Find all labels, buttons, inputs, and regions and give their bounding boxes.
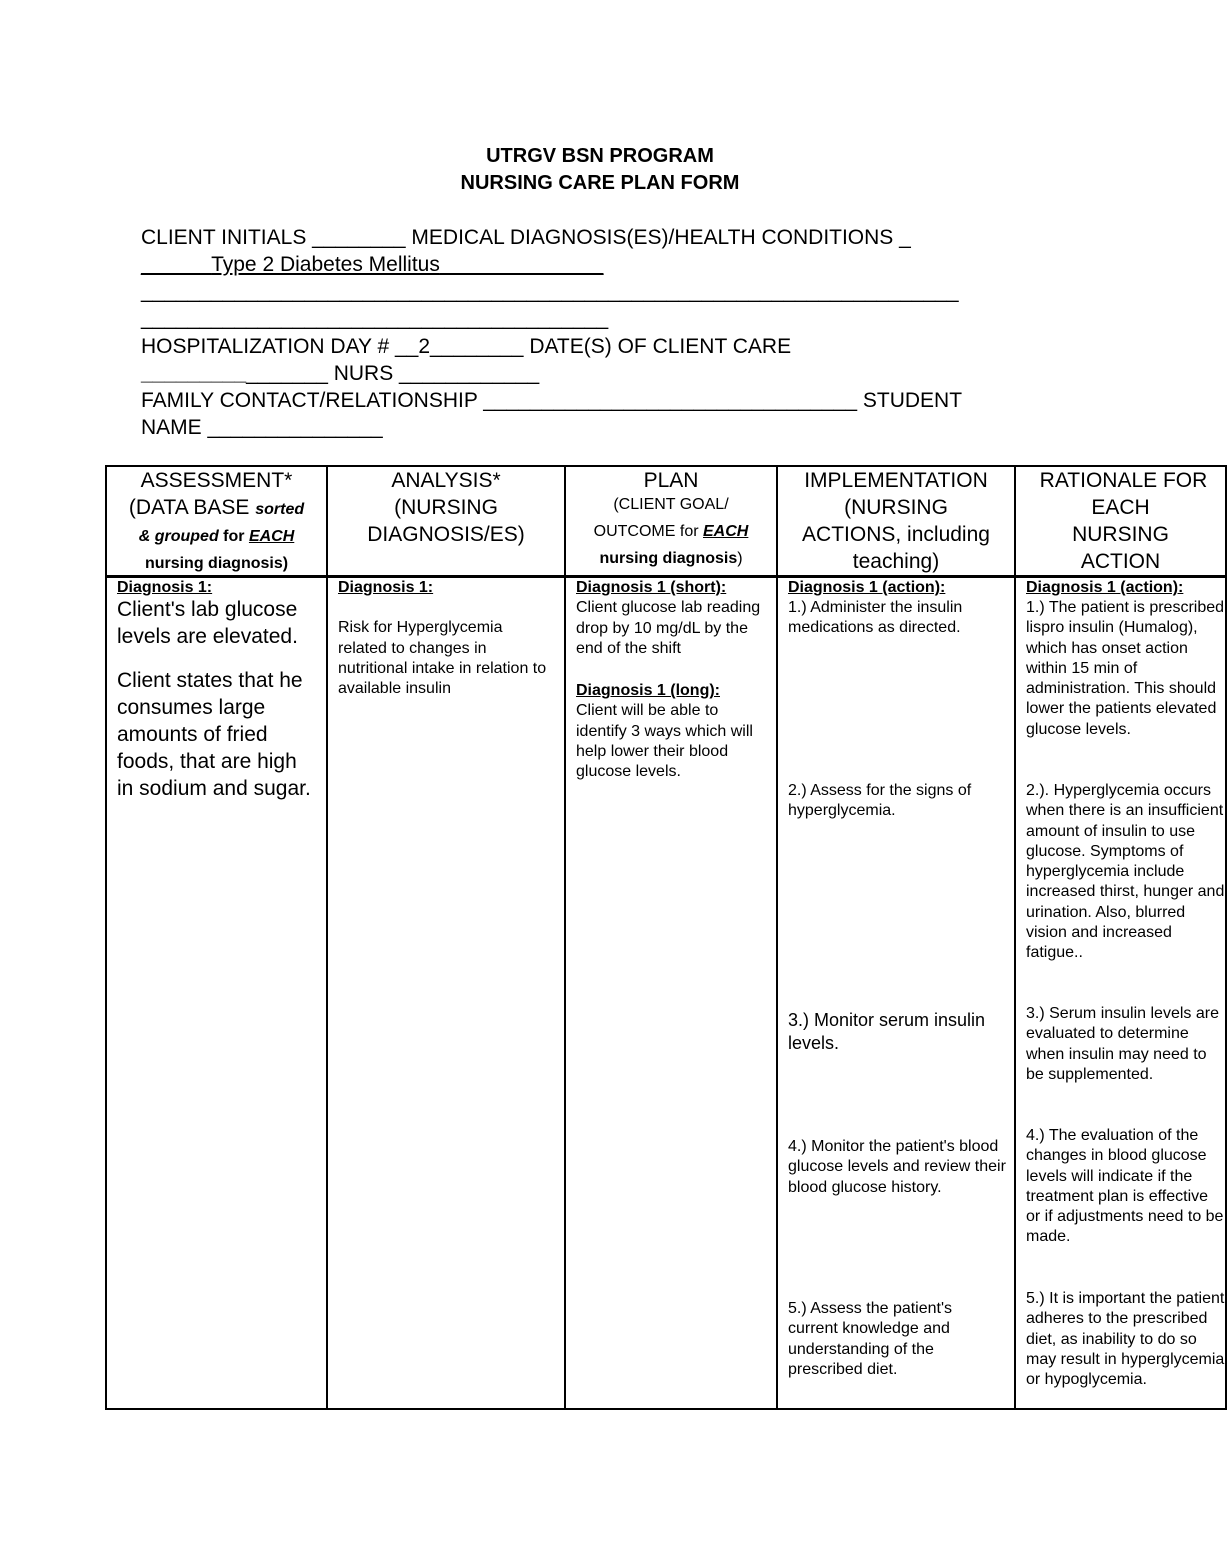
diagnosis-blank-pre: ______ bbox=[141, 253, 212, 276]
assessment-header-for: for bbox=[218, 528, 249, 545]
assessment-header-sorted: sorted bbox=[255, 501, 305, 518]
implementation-action-1: 1.) Administer the insulin medications as directed. bbox=[788, 599, 963, 637]
assessment-header-sub bbox=[129, 496, 304, 519]
analysis-dx-label: Diagnosis 1: bbox=[338, 579, 434, 596]
plan-header-outcome: OUTCOME for bbox=[593, 523, 703, 540]
plan-header-paren: ) bbox=[737, 550, 743, 567]
implementation-action-2: 2.) Assess for the signs of hyperglycemia. bbox=[788, 782, 972, 820]
rationale-header-sub3: ACTION bbox=[1080, 550, 1161, 573]
implementation-header-title: IMPLEMENTATION bbox=[804, 469, 988, 492]
analysis-header-sub1: (NURSING bbox=[394, 496, 498, 519]
blank-line-1: ______________________________________________________________________ bbox=[141, 280, 959, 303]
rationale-header bbox=[1015, 466, 1226, 577]
analysis-header-sub2: DIAGNOSIS/ES) bbox=[367, 523, 525, 546]
plan-short-label: Diagnosis 1 (short): bbox=[576, 579, 727, 596]
medical-diagnosis-value: Type 2 Diabetes Mellitus bbox=[211, 253, 440, 276]
implementation-header bbox=[777, 466, 1015, 577]
plan-cell bbox=[565, 577, 777, 1410]
diagnosis-blank-post: ______________ bbox=[439, 253, 604, 276]
hospitalization-day-line bbox=[141, 333, 791, 360]
rationale-header-sub2: NURSING bbox=[1072, 523, 1169, 546]
assessment-header-each: EACH bbox=[248, 528, 295, 545]
student-name-line: NAME _______________ bbox=[141, 416, 383, 439]
rationale-dx-label: Diagnosis 1 (action): bbox=[1026, 579, 1184, 596]
rationale-2: 2.). Hyperglycemia occurs when there is an insufficient amount of insulin to use glucose. Symptoms of hyperglycemia include increased thirst, hunger and urination. Also, blurred vision and increased fatigue.. bbox=[1026, 782, 1225, 962]
assessment-cell bbox=[106, 577, 327, 1410]
assessment-header-sub2 bbox=[139, 528, 295, 545]
form-title: UTRGV BSN PROGRAM bbox=[486, 145, 714, 167]
rationale-header-sub1: EACH bbox=[1091, 496, 1150, 519]
implementation-action-4: 4.) Monitor the patient's blood glucose levels and review their blood glucose history. bbox=[788, 1138, 1006, 1196]
plan-header bbox=[565, 466, 777, 577]
implementation-header-sub2: ACTIONS, including bbox=[802, 523, 990, 546]
table-header-row bbox=[106, 466, 1226, 577]
plan-long-text: Client will be able to identify 3 ways which will help lower their blood glucose levels. bbox=[576, 702, 753, 781]
hospitalization-day-label: HOSPITALIZATION DAY # bbox=[141, 335, 395, 358]
care-plan-table bbox=[105, 465, 1227, 1410]
form-subtitle: NURSING CARE PLAN FORM bbox=[460, 172, 740, 194]
client-initials-line: CLIENT INITIALS ________ MEDICAL DIAGNOSIS(ES)/HEALTH CONDITIONS _ bbox=[141, 226, 911, 249]
assessment-text-2: Client states that he consumes large amounts of fried foods, that are high in sodium and sugar. bbox=[117, 669, 311, 801]
analysis-header bbox=[327, 466, 565, 577]
implementation-action-5: 5.) Assess the patient's current knowledge and understanding of the prescribed diet. bbox=[788, 1300, 953, 1378]
rationale-cell bbox=[1015, 577, 1226, 1410]
analysis-text: Risk for Hyperglycemia related to changes in nutritional intake in relation to available insulin bbox=[338, 619, 547, 698]
assessment-header-sub1: (DATA BASE bbox=[128, 496, 256, 519]
implementation-header-sub3: teaching) bbox=[852, 550, 940, 573]
table-row bbox=[106, 577, 1226, 1410]
implementation-action-3: 3.) Monitor serum insulin levels. bbox=[788, 1010, 986, 1053]
assessment-header-title: ASSESSMENT* bbox=[140, 469, 293, 492]
assessment-header-grouped: & grouped bbox=[138, 528, 219, 545]
rationale-4: 4.) The evaluation of the changes in blood glucose levels will indicate if the treatment plan is effective or if adjustments need to be made. bbox=[1026, 1127, 1224, 1246]
rationale-3: 3.) Serum insulin levels are evaluated to determine when insulin may need to be supplemented. bbox=[1026, 1005, 1219, 1083]
dates-blank: _________ bbox=[141, 362, 247, 385]
rationale-1: 1.) The patient is prescribed lispro insulin (Humalog), which has onset action within 15 min of administration. This should lower the patients elevated glucose levels. bbox=[1026, 599, 1225, 738]
hospitalization-day-value: __2________ bbox=[395, 335, 524, 358]
implementation-cell bbox=[777, 577, 1015, 1410]
plan-header-title: PLAN bbox=[643, 469, 699, 492]
plan-header-sub3 bbox=[599, 550, 742, 567]
implementation-dx-label: Diagnosis 1 (action): bbox=[788, 579, 946, 596]
rationale-header-title: RATIONALE FOR bbox=[1039, 469, 1208, 492]
nurse-label: _______ NURS ____________ bbox=[246, 362, 540, 385]
analysis-cell bbox=[327, 577, 565, 1410]
rationale-5: 5.) It is important the patient adheres to the prescribed diet, as inability to do so may result in hyperglycemia or hypoglycemia. bbox=[1026, 1290, 1225, 1389]
assessment-text-1: Client's lab glucose levels are elevated. bbox=[117, 598, 298, 649]
medical-diagnosis-line bbox=[141, 251, 603, 278]
assessment-dx-label: Diagnosis 1: bbox=[117, 579, 213, 596]
plan-header-sub2 bbox=[594, 523, 749, 540]
plan-header-nursing-dx: nursing diagnosis bbox=[599, 550, 738, 567]
family-contact-line: FAMILY CONTACT/RELATIONSHIP ________________________________ STUDENT bbox=[141, 389, 963, 412]
blank-line-2: ________________________________________ bbox=[141, 307, 609, 330]
analysis-header-title: ANALYSIS* bbox=[391, 469, 501, 492]
nurse-line bbox=[141, 360, 539, 387]
assessment-header bbox=[106, 466, 327, 577]
assessment-header-sub3: nursing diagnosis) bbox=[144, 555, 289, 572]
plan-header-each: EACH bbox=[703, 523, 749, 540]
plan-header-sub1: (CLIENT GOAL/ bbox=[613, 496, 729, 513]
plan-short-text: Client glucose lab reading drop by 10 mg/dL by the end of the shift bbox=[576, 599, 761, 657]
dates-of-care-label: DATE(S) OF CLIENT CARE bbox=[523, 335, 792, 358]
implementation-header-sub1: (NURSING bbox=[844, 496, 948, 519]
plan-long-label: Diagnosis 1 (long): bbox=[576, 682, 720, 700]
